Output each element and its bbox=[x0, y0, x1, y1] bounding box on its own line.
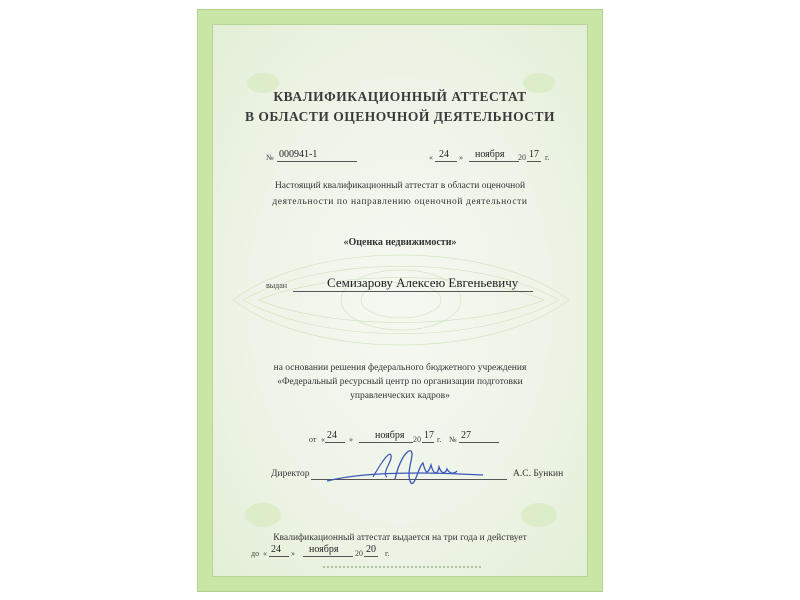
validity-year-label: г. bbox=[385, 549, 390, 558]
validity-until-label: до bbox=[251, 549, 260, 558]
validity-year-suffix: 20 bbox=[366, 544, 376, 555]
issue-day: 24 bbox=[439, 149, 449, 160]
basis-line-2: «Федеральный ресурсный центр по организации подготовки bbox=[277, 377, 523, 387]
number-underline bbox=[277, 161, 357, 162]
guilloche-line bbox=[258, 300, 544, 323]
issue-month-underline bbox=[469, 161, 519, 162]
holder-underline bbox=[293, 291, 533, 292]
decision-from-label: от bbox=[309, 435, 317, 444]
basis-line-3: управленческих кадров» bbox=[350, 391, 450, 401]
certificate-paper bbox=[212, 24, 588, 577]
validity-close-quote: » bbox=[291, 549, 295, 558]
basis-line-1: на основании решения федерального бюджетного учреждения bbox=[273, 363, 527, 373]
decision-number: 27 bbox=[461, 430, 471, 441]
issue-year-suffix: 17 bbox=[529, 149, 539, 160]
decision-day: 24 bbox=[327, 430, 337, 441]
direction: «Оценка недвижимости» bbox=[343, 237, 457, 248]
director-label: Директор bbox=[271, 469, 310, 479]
title-line-1: КВАЛИФИКАЦИОННЫЙ АТТЕСТАТ bbox=[273, 89, 527, 104]
validity-day: 24 bbox=[271, 544, 281, 555]
validity-month-underline bbox=[303, 556, 353, 557]
date-close-quote: » bbox=[459, 153, 463, 162]
director-signature bbox=[321, 443, 491, 487]
validity-line-1: Квалификационный аттестат выдается на три года и действует bbox=[273, 533, 527, 543]
title-line-2: В ОБЛАСТИ ОЦЕНОЧНОЙ ДЕЯТЕЛЬНОСТИ bbox=[245, 109, 555, 124]
validity-open-quote: « bbox=[263, 549, 267, 558]
guilloche-ornament bbox=[213, 25, 589, 578]
decision-year-label: г. bbox=[437, 435, 442, 444]
validity-year-prefix: 20 bbox=[355, 549, 363, 558]
issued-label: выдан bbox=[266, 281, 288, 290]
decision-year-prefix: 20 bbox=[413, 435, 421, 444]
validity-day-underline bbox=[269, 556, 289, 557]
decision-no-label: № bbox=[449, 435, 457, 444]
holder-name: Семизарову Алексею Евгеньевичу bbox=[327, 275, 519, 290]
decision-year-suffix: 17 bbox=[424, 430, 434, 441]
certificate-number: 000941-1 bbox=[279, 149, 318, 160]
issue-year-prefix: 20 bbox=[518, 153, 526, 162]
validity-month: ноября bbox=[309, 544, 339, 555]
issue-day-underline bbox=[435, 161, 457, 162]
issue-year-underline bbox=[527, 161, 541, 162]
intro-line-1: Настоящий квалификационный аттестат в области оценочной bbox=[274, 181, 526, 191]
corner-rosette bbox=[521, 503, 557, 527]
issue-year-label: г. bbox=[545, 153, 550, 162]
decision-month: ноября bbox=[375, 430, 405, 441]
issue-month: ноября bbox=[475, 149, 505, 160]
director-name: А.С. Бункин bbox=[513, 469, 564, 479]
number-label: № bbox=[266, 153, 274, 162]
validity-year-underline bbox=[364, 556, 378, 557]
certificate-frame bbox=[197, 9, 603, 592]
decision-close-quote: » bbox=[349, 435, 353, 444]
date-open-quote: « bbox=[429, 153, 433, 162]
intro-line-2: деятельности по направлению оценочной деятельности bbox=[272, 197, 528, 207]
corner-rosette bbox=[245, 503, 281, 527]
decision-open-quote: « bbox=[321, 435, 325, 444]
printer-imprint bbox=[323, 566, 483, 568]
